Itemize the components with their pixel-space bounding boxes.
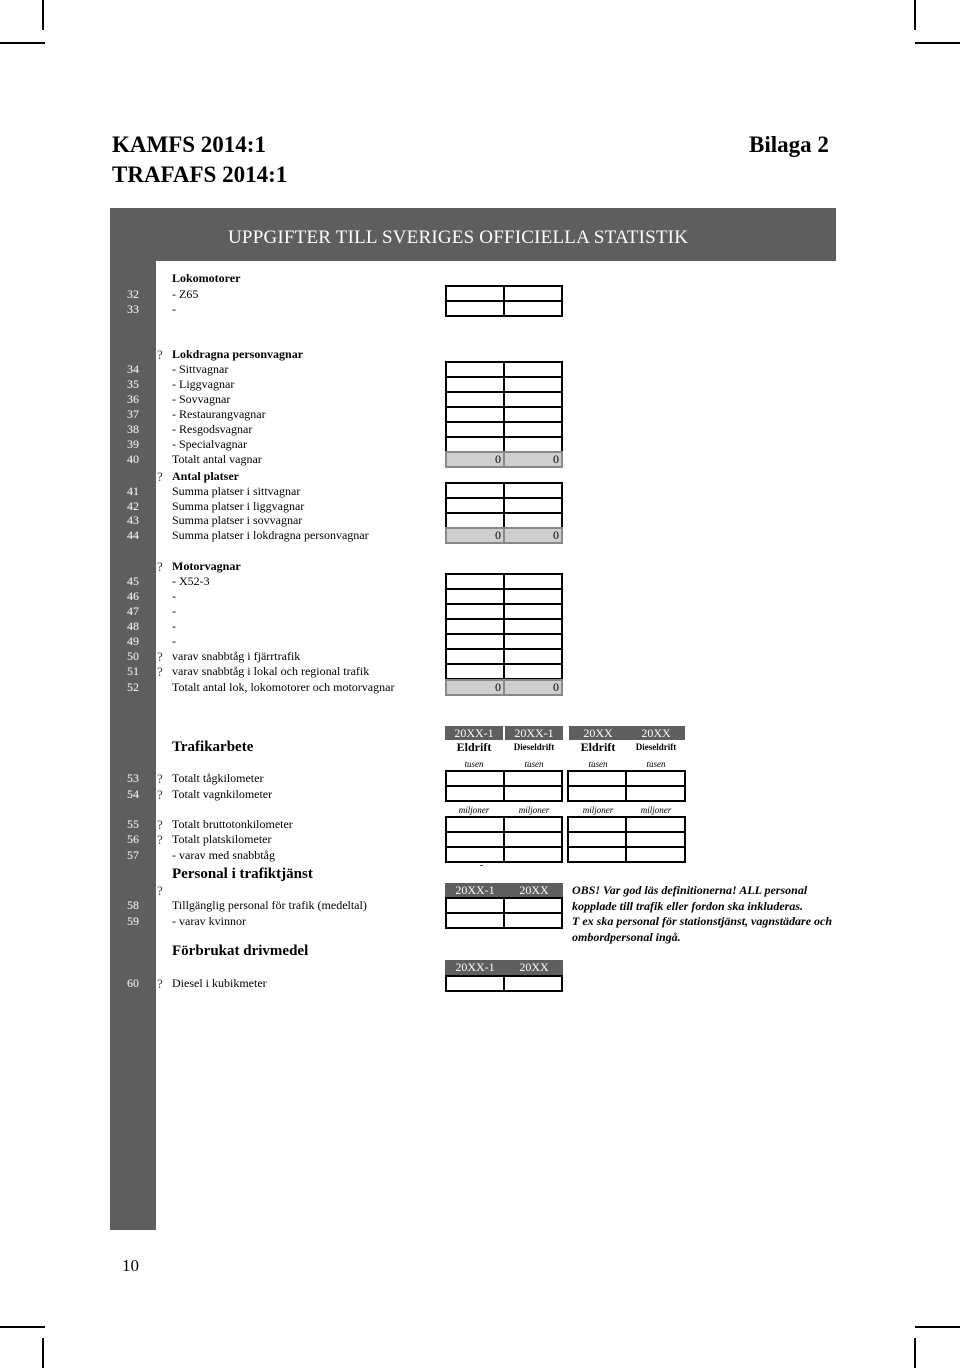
crop-mark [42,1338,44,1368]
help-question-icon[interactable]: ? [157,771,163,786]
row-number: 49 [127,634,139,648]
input-cell[interactable] [567,785,627,802]
row-label: - Specialvagnar [172,437,247,451]
row-label: Summa platser i liggvagnar [172,499,305,513]
row-number: 45 [127,574,139,588]
row-number: 41 [127,484,139,498]
input-cell[interactable] [445,912,505,929]
input-cell[interactable] [503,663,563,680]
row-label: Diesel i kubikmeter [172,976,267,990]
row-label: - X52-3 [172,574,210,588]
section-lokomotorer: Lokomotorer [172,271,241,285]
unit-label: tusen [646,759,666,769]
row-label: Summa platser i sovvagnar [172,513,303,527]
row-label: - Z65 [172,287,199,301]
row-number: 56 [127,832,139,846]
help-question-icon[interactable]: ? [157,787,163,802]
row-label: Tillgänglig personal för trafik (medeltal) [172,898,367,912]
row-number: 51 [127,664,139,678]
row-number: 34 [127,362,139,376]
total-cell: 0 [445,451,505,468]
input-cell[interactable] [625,846,686,863]
help-question-icon[interactable]: ? [157,347,163,362]
total-cell: 0 [445,527,505,544]
total-cell: 0 [445,679,505,696]
help-question-icon[interactable]: ? [157,832,163,847]
row-label: Summa platser i sittvagnar [172,484,301,498]
input-cell[interactable] [445,785,505,802]
column-header-year: 20XX-1 [445,883,505,898]
help-question-icon[interactable]: ? [157,469,163,484]
row-number: 53 [127,771,139,785]
total-cell: 0 [503,451,563,468]
input-cell[interactable] [445,975,505,992]
row-number: 47 [127,604,139,618]
column-header-year: 20XX-1 [445,726,503,740]
crop-mark [42,0,44,30]
row-label: - Sovvagnar [172,392,231,406]
column-header-year: 20XX [505,960,563,975]
section-antal-platser: Antal platser [172,469,239,483]
regulation-code-2: TRAFAFS 2014:1 [112,162,288,187]
row-number: 58 [127,898,139,912]
input-cell[interactable] [503,300,563,317]
help-question-icon[interactable]: ? [157,976,163,991]
unit-label: tusen [524,759,544,769]
row-number: 43 [127,513,139,527]
row-number: 35 [127,377,139,391]
row-number: 48 [127,619,139,633]
row-number: 59 [127,914,139,928]
column-header-year: 20XX [627,726,685,740]
page-number: 10 [122,1256,139,1275]
section-trafikarbete: Trafikarbete [172,739,254,755]
definition-note: ombordpersonal ingå. [572,930,681,944]
column-header-year: 20XX-1 [505,726,563,740]
row-number: 57 [127,848,139,862]
unit-label: miljoner [640,805,672,815]
crop-mark [914,1338,916,1368]
section-personal: Personal i trafiktjänst [172,866,313,882]
row-number: 42 [127,499,139,513]
row-number: 52 [127,680,139,694]
row-number: 33 [127,302,139,316]
form-title: UPPGIFTER TILL SVERIGES OFFICIELLA STATISTIK [228,227,689,248]
unit-label: tusen [464,759,484,769]
row-number: 40 [127,452,139,466]
row-label: Summa platser i lokdragna personvagnar [172,528,369,542]
row-label: - [172,634,176,648]
row-label: - [172,589,176,603]
column-subheader: Eldrift [580,740,616,754]
row-label: Totalt vagnkilometer [172,787,273,801]
row-number: 44 [127,528,139,542]
column-subheader: Dieseldrift [635,742,677,752]
row-number: 39 [127,437,139,451]
definition-note: T ex ska personal för stationstjänst, vagnstädare och [572,914,833,928]
definition-note: OBS! Var god läs definitionerna! ALL personal [572,883,808,897]
input-cell[interactable] [503,785,563,802]
row-number: 60 [127,976,139,990]
row-label: - varav med snabbtåg [172,848,275,862]
input-cell[interactable] [503,975,563,992]
input-cell[interactable] [567,846,627,863]
input-cell[interactable] [625,785,686,802]
section-lokdragna: Lokdragna personvagnar [172,347,304,361]
help-question-icon[interactable]: ? [157,817,163,832]
input-cell[interactable] [445,663,505,680]
section-drivmedel: Förbrukat drivmedel [172,943,309,959]
row-label: Totalt bruttotonkilometer [172,817,293,831]
row-number: 32 [127,287,139,301]
help-question-icon[interactable]: ? [157,883,163,898]
crop-mark [914,0,916,30]
row-number: 38 [127,422,139,436]
row-label: - Resgodsvagnar [172,422,253,436]
row-label: - Restaurangvagnar [172,407,266,421]
regulation-code-1: KAMFS 2014:1 [112,132,266,157]
definition-note: kopplade till trafik eller fordon ska inkluderas. [572,899,804,913]
input-cell[interactable] [503,912,563,929]
row-label: Totalt tågkilometer [172,771,264,785]
row-number: 55 [127,817,139,831]
unit-label: tusen [588,759,608,769]
input-cell[interactable] [503,846,563,863]
help-question-icon[interactable]: ? [157,649,163,664]
row-label: - Liggvagnar [172,377,235,391]
row-label: - varav kvinnor [172,914,246,928]
row-number: 46 [127,589,139,603]
crop-mark [915,42,960,44]
total-cell: 0 [503,679,563,696]
dash-mark: - [480,860,484,871]
row-label: Totalt platskilometer [172,832,272,846]
row-number: 54 [127,787,139,801]
row-number: 36 [127,392,139,406]
column-header-year: 20XX [505,883,563,898]
row-label: Totalt antal vagnar [172,452,262,466]
unit-label: miljoner [582,805,614,815]
row-label: Totalt antal lok, lokomotorer och motorvagnar [172,680,395,694]
row-label: varav snabbtåg i lokal och regional trafik [172,664,370,678]
row-label: - [172,604,176,618]
input-cell[interactable] [445,300,505,317]
help-question-icon[interactable]: ? [157,559,163,574]
crop-mark [0,42,45,44]
help-question-icon[interactable]: ? [157,664,163,679]
unit-label: miljoner [458,805,490,815]
column-header-year: 20XX-1 [445,960,505,975]
row-label: varav snabbtåg i fjärrtrafik [172,649,301,663]
appendix-label: Bilaga 2 [749,132,829,157]
row-label: - Sittvagnar [172,362,229,376]
crop-mark [915,1326,960,1328]
input-cell[interactable] [445,846,505,863]
column-header-year: 20XX [569,726,627,740]
row-label: - [172,302,176,316]
column-subheader: Eldrift [456,740,492,754]
unit-label: miljoner [518,805,550,815]
column-subheader: Dieseldrift [513,742,555,752]
row-number: 37 [127,407,139,421]
total-cell: 0 [503,527,563,544]
crop-mark [0,1326,45,1328]
section-motorvagnar: Motorvagnar [172,559,241,573]
row-number: 50 [127,649,139,663]
row-label: - [172,619,176,633]
